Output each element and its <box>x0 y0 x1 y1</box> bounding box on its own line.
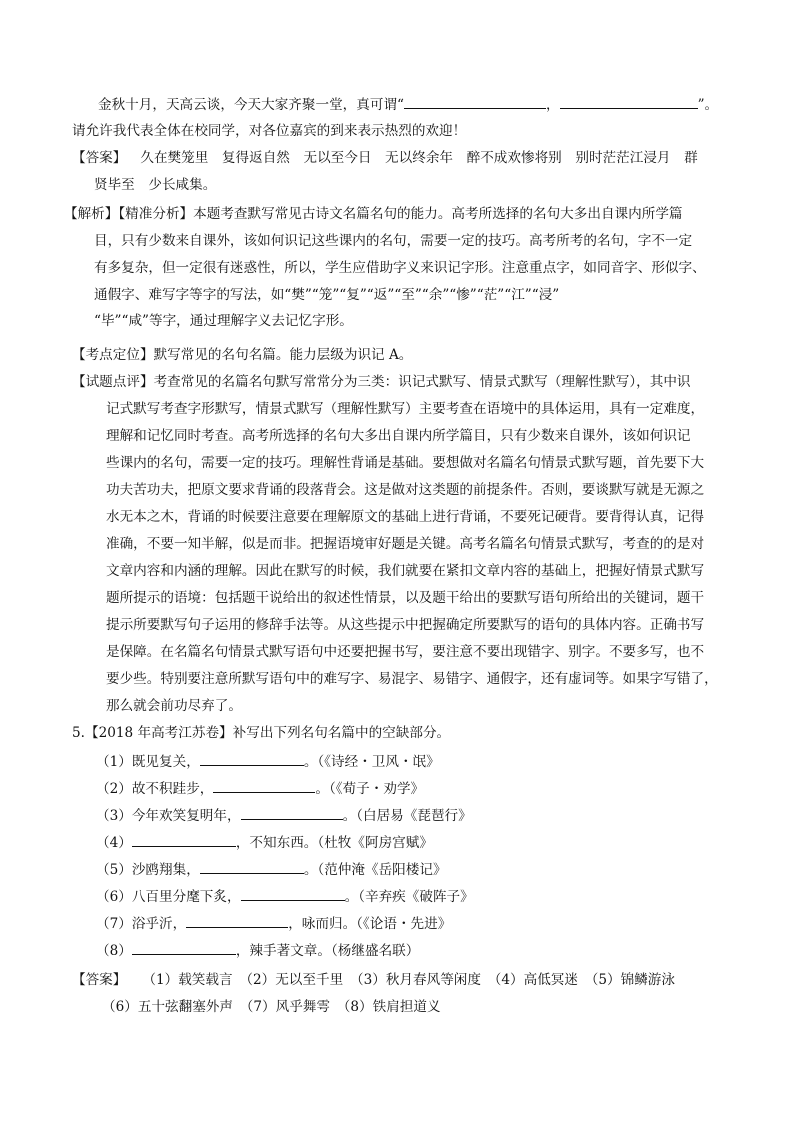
dianping-line-2: 记式默写考查字形默写，情景式默写（理解性默写）主要考查在语境中的具体运用，具有一定难度， <box>106 401 705 417</box>
kaodian-line <box>72 345 412 365</box>
intro-text-mid: ， <box>546 97 560 113</box>
fill-blank <box>200 751 304 766</box>
fill-blank <box>132 940 236 955</box>
answer-text: （1）载笑载言 （2）无以至千里 （3）秋月春风等闲度 （4）高低冥迷 （5）锦鳞游泳 <box>142 972 675 988</box>
dianping-line-8: 文章内容和内涵的理解。因此在默写的时候，我们就要在紧扣文章内容的基础上，把握好情景式默写 <box>106 563 705 579</box>
fill-blank <box>241 886 345 901</box>
question-5-item-3 <box>96 805 472 825</box>
question-5-item-5 <box>96 859 447 879</box>
analysis-line-5: “毕”“咸”等字，通过理解字义去记忆字形。 <box>94 313 353 329</box>
answer-label: 【答案】 <box>72 972 127 988</box>
analysis-line-1 <box>64 204 683 224</box>
question-5-item-1 <box>96 751 440 771</box>
answer-text: 久在樊笼里 复得返自然 无以至今日 无以终余年 醉不成欢惨将别 别时茫茫江浸月 群 <box>140 150 698 166</box>
dianping-line-1 <box>72 372 691 392</box>
dianping-line-4: 些课内的名句，需要一定的技巧。理解性背诵是基础。要想做对名篇名句情景式默写题，首先要下大 <box>106 455 705 471</box>
dianping-line-12: 要少些。特别要注意所默写语句中的难写字、易混字、易错字、通假字，还有虚词等。如果字写错了， <box>106 671 718 687</box>
intro-text-pre: 金秋十月，天高云谈，今天大家齐聚一堂，真可谓“ <box>98 97 405 113</box>
question-5-item-7 <box>96 913 451 933</box>
dianping-line-5: 功夫苦功夫，把原文要求背诵的段落背会。这是做对这类题的前提条件。否则，要谈默写就是无源之 <box>106 482 705 498</box>
analysis-line-2: 目，只有少数来自课外，该如何识记这些课内的名句，需要一定的技巧。高考所考的名句，字不一定 <box>94 233 693 249</box>
item-text-pre: （1）既见复关， <box>96 754 200 770</box>
fill-blank-2 <box>560 94 698 109</box>
item-text-pre: （2）故不积跬步， <box>96 781 214 797</box>
fill-blank <box>213 778 315 793</box>
question-5-item-4 <box>96 832 433 852</box>
dianping-line-9: 题所提示的语境：包括题干说给出的叙述性情景，以及题干给出的要默写语句所给出的关键词，题干 <box>106 590 705 606</box>
answer-2-line-1 <box>72 970 675 990</box>
intro-text-post: ”。 <box>697 97 719 113</box>
fill-blank <box>200 859 304 874</box>
analysis-text: 【精准分析】本题考查默写常见古诗文名篇名句的能力。高考所选择的名句大多出自课内所学篇 <box>118 206 683 222</box>
dianping-line-11: 是保障。在名篇名句情景式默写语句中还要把握书写，要注意不要出现错字、别字。不要多写，也不 <box>106 644 705 660</box>
question-5-item-8 <box>96 940 419 960</box>
item-text-pre: （7）浴乎沂， <box>96 916 187 932</box>
fill-blank <box>241 805 343 820</box>
item-text-post: 。（范仲淹《岳阳楼记》 <box>303 862 447 878</box>
question-5-item-2 <box>96 778 424 798</box>
analysis-line-4: 通假字、难写字等字的写法，如“樊”“笼”“复”“返”“至”“余”“惨”“茫”“江”“浸” <box>94 287 560 303</box>
question-5-title: 5.【2018 年高考江苏卷】补写出下列名句名篇中的空缺部分。 <box>72 725 451 741</box>
intro-line-1 <box>98 94 718 114</box>
item-text-post: ，咏而归。（《论语・先进》 <box>288 916 452 932</box>
item-text-pre: （4） <box>96 835 132 851</box>
item-text-pre: （8） <box>96 943 132 959</box>
analysis-line-3: 有多复杂，但一定很有迷惑性，所以，学生应借助字义来识记字形。注意重点字，如同音字、形似字、 <box>94 260 706 276</box>
fill-blank-1 <box>404 94 546 109</box>
item-text-post: ，辣手著文章。（杨继盛名联） <box>235 943 420 959</box>
item-text-pre: （5）沙鸥翔集， <box>96 862 200 878</box>
item-text-post: 。（《诗经・卫风・氓》 <box>303 754 440 770</box>
dianping-line-3: 理解和记忆同时考查。高考所选择的名句大多出自课内所学篇目，只有少数来自课外，该如何识记 <box>106 428 691 444</box>
intro-line-2: 请允许我代表全体在校同学，对各位嘉宾的到来表示热烈的欢迎！ <box>72 123 467 139</box>
question-5-item-6 <box>96 886 474 906</box>
answer-1-line-1 <box>72 148 698 168</box>
dianping-label: 【试题点评】 <box>72 374 154 390</box>
answer-2-line-2: （6）五十弦翻塞外声 （7）风乎舞雩 （8）铁肩担道义 <box>102 999 441 1015</box>
item-text-pre: （6）八百里分麾下炙， <box>96 889 241 905</box>
kaodian-text: 默写常见的名句名篇。能力层级为识记 A。 <box>153 347 413 363</box>
dianping-text: 考查常见的名篇名句默写常常分为三类：识记式默写、情景式默写（理解性默写），其中识 <box>153 374 691 390</box>
item-text-post: ，不知东西。（杜牧《阿房宫赋》 <box>235 835 433 851</box>
dianping-line-6: 水无本之木，背诵的时候要注意要在理解原文的基础上进行背诵，不要死记硬背。要背得认真，记得 <box>106 509 705 525</box>
fill-blank <box>186 913 288 928</box>
dianping-line-10: 提示所要默写句子运用的修辞手法等。从这些提示中把握确定所要默写的语句的具体内容。正确书写 <box>106 617 705 633</box>
item-text-post: 。（辛弃疾《破阵子》 <box>344 889 474 905</box>
item-text-post: 。（白居易《琵琶行》 <box>342 808 472 824</box>
analysis-label: 【解析】 <box>64 206 119 222</box>
answer-1-line-2: 贤毕至 少长咸集。 <box>94 177 217 193</box>
item-text-pre: （3）今年欢笑复明年， <box>96 808 241 824</box>
fill-blank <box>132 832 236 847</box>
dianping-line-7: 准确，不要一知半解，似是而非。把握语境审好题是关键。高考名篇名句情景式默写，考查的的是对 <box>106 536 705 552</box>
answer-label: 【答案】 <box>72 150 127 166</box>
item-text-post: 。（《荀子・劝学》 <box>315 781 425 797</box>
dianping-line-13: 那么就会前功尽弃了。 <box>106 698 242 714</box>
kaodian-label: 【考点定位】 <box>72 347 154 363</box>
